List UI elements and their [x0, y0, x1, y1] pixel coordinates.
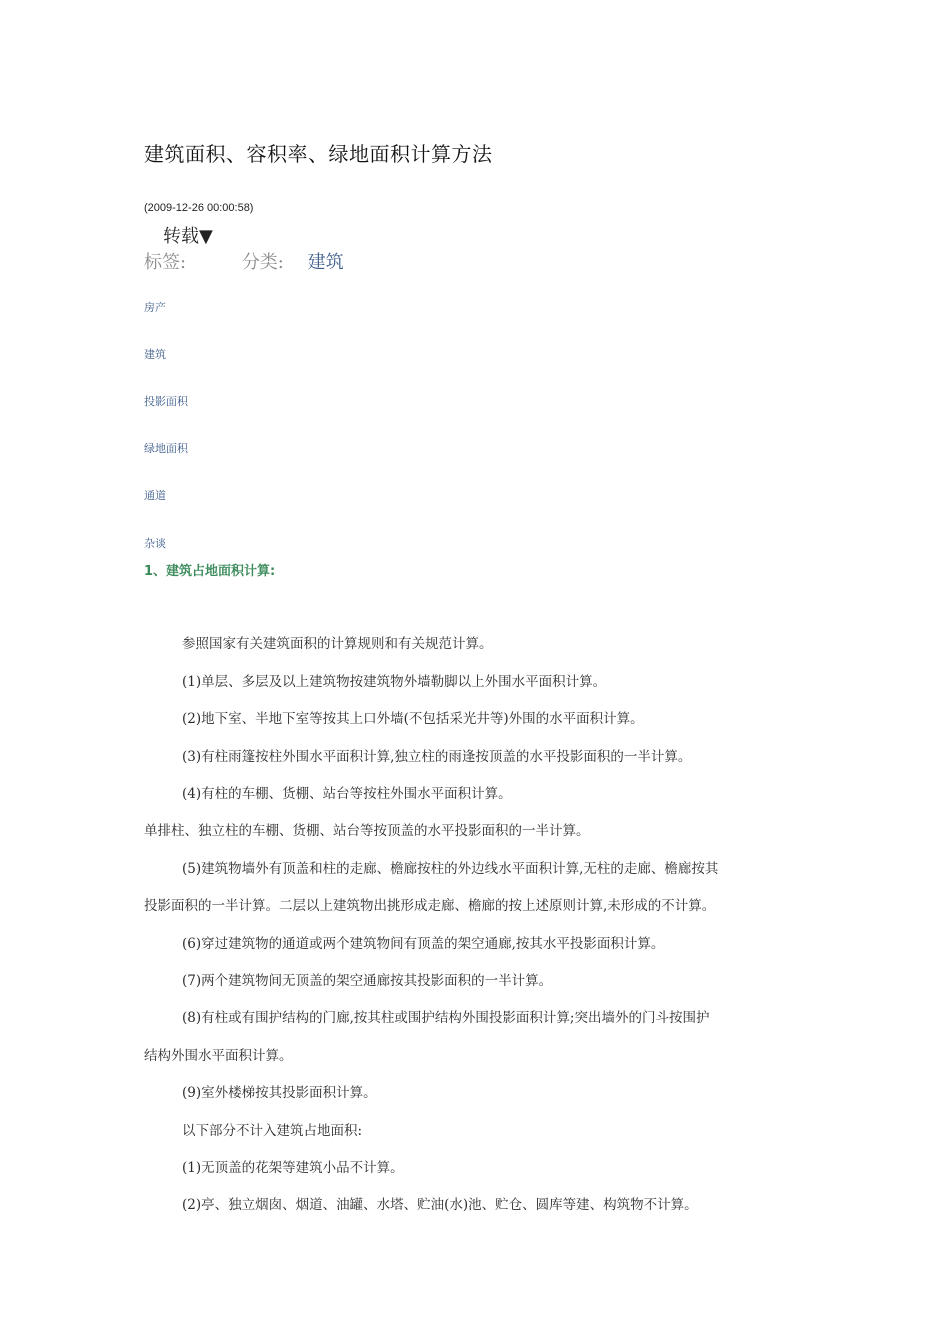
paragraph: (5)建筑物墙外有顶盖和柱的走廊、檐廊按柱的外边线水平面积计算,无柱的走廊、檐廊按其	[182, 861, 719, 877]
category-link[interactable]: 建筑	[307, 252, 344, 273]
paragraph: 投影面积的一半计算。二层以上建筑物出挑形成走廊、檐廊的按上述原则计算,未形成的不计算。	[144, 898, 716, 914]
tag-link[interactable]: 通道	[144, 489, 166, 502]
paragraph: (2)亭、独立烟囱、烟道、油罐、水塔、贮油(水)池、贮仓、圆库等建、构筑物不计算。	[182, 1197, 698, 1213]
article-date: (2009-12-26 00:00:58)	[144, 202, 254, 214]
section-heading: 1、建筑占地面积计算:	[144, 564, 276, 579]
tag-link[interactable]: 建筑	[144, 348, 166, 361]
tag-link[interactable]: 房产	[144, 301, 166, 314]
paragraph: 单排柱、独立柱的车棚、货棚、站台等按顶盖的水平投影面积的一半计算。	[144, 823, 590, 839]
paragraph: (9)室外楼梯按其投影面积计算。	[182, 1085, 377, 1101]
paragraph: 参照国家有关建筑面积的计算规则和有关规范计算。	[182, 636, 493, 652]
paragraph: (2)地下室、半地下室等按其上口外墙(不包括采光井等)外围的水平面积计算。	[182, 711, 644, 727]
tag-link[interactable]: 绿地面积	[144, 442, 188, 455]
paragraph: 以下部分不计入建筑占地面积:	[182, 1123, 363, 1139]
paragraph: (1)单层、多层及以上建筑物按建筑物外墙勒脚以上外围水平面积计算。	[182, 674, 607, 690]
paragraph: (8)有柱或有围护结构的门廊,按其柱或围护结构外围投影面积计算;突出墙外的门斗按围护	[182, 1010, 710, 1026]
tag-link[interactable]: 杂谈	[144, 537, 166, 550]
tag-link[interactable]: 投影面积	[144, 395, 188, 408]
paragraph: (4)有柱的车棚、货棚、站台等按柱外围水平面积计算。	[182, 786, 512, 802]
paragraph: 结构外围水平面积计算。	[144, 1048, 293, 1064]
category-label: 分类:	[241, 252, 284, 273]
paragraph: (1)无顶盖的花架等建筑小品不计算。	[182, 1160, 404, 1176]
article-title: 建筑面积、容积率、绿地面积计算方法	[144, 142, 493, 166]
repost-toggle[interactable]: 转载▼	[163, 226, 213, 247]
article-meta	[144, 248, 344, 274]
paragraph: (7)两个建筑物间无顶盖的架空通廊按其投影面积的一半计算。	[182, 973, 553, 989]
paragraph: (3)有柱雨篷按柱外围水平面积计算,独立柱的雨逢按顶盖的水平投影面积的一半计算。	[182, 749, 692, 765]
tags-label: 标签:	[144, 252, 187, 273]
paragraph: (6)穿过建筑物的通道或两个建筑物间有顶盖的架空通廊,按其水平投影面积计算。	[182, 936, 665, 952]
